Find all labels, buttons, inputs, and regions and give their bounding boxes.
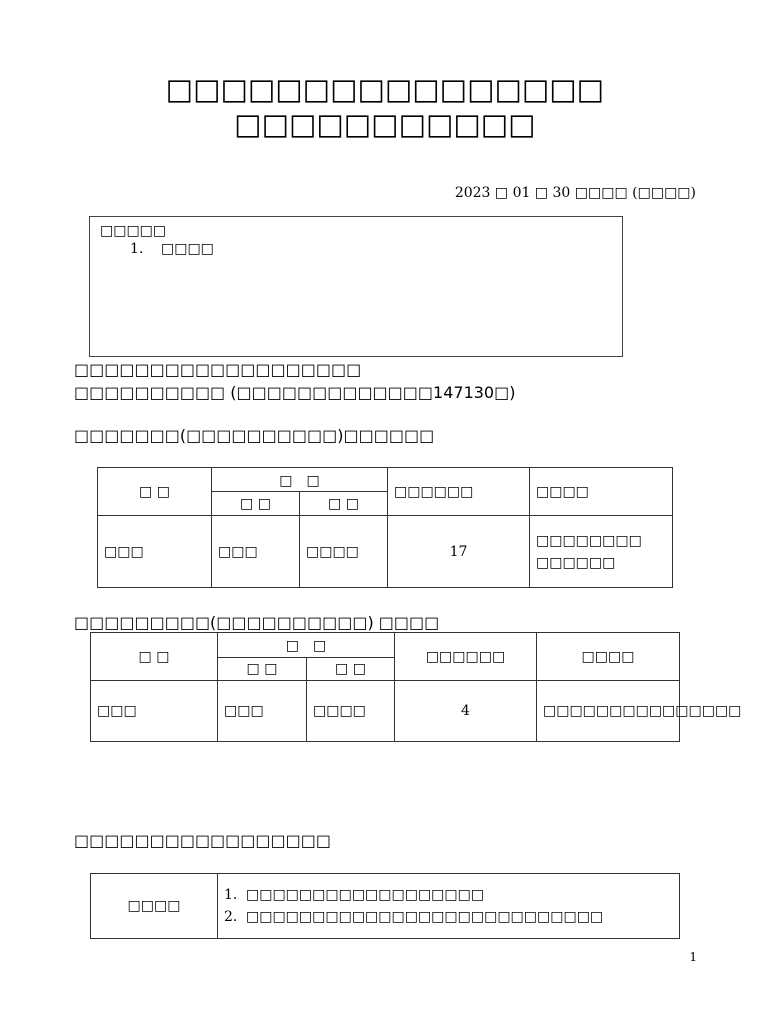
- s1-row-sub2: □□□□: [300, 516, 388, 588]
- s3-note-text: □□□□□□□□□□□□□□□□□□: [246, 887, 485, 903]
- s3-notes-cell: [218, 874, 680, 939]
- s1-header-sub1: □ □: [212, 492, 300, 516]
- agenda-heading: □□□□□: [100, 223, 167, 239]
- section2-heading: □□□□□□□□□(□□□□□□□□□□) □□□□: [74, 613, 440, 632]
- section3-heading: □□□□□□□□□□□□□□□□□: [74, 831, 331, 850]
- s3-note-number: 1.: [224, 887, 238, 903]
- s1-row-note: □□□□□□□□ □□□□□□: [530, 516, 673, 588]
- s2-header-sub1: □ □: [218, 658, 307, 681]
- section1-table: [97, 467, 673, 588]
- list-item: [224, 906, 673, 928]
- section1-heading: □□□□□□□(□□□□□□□□□□)□□□□□□: [74, 426, 435, 445]
- intro-line-2: □□□□□□□□□□ (□□□□□□□□□□□□□147130□): [74, 383, 516, 402]
- table-row: [98, 516, 673, 588]
- meeting-date: 2023 □ 01 □ 30 □□□□ (□□□□): [454, 185, 696, 201]
- agenda-item-text: □□□□: [161, 241, 214, 257]
- s1-header-col1: □ □: [98, 468, 212, 516]
- s3-notes-list: [224, 884, 673, 928]
- s1-header-group: □ □: [212, 468, 388, 492]
- s2-header-sub2: □ □: [307, 658, 395, 681]
- s3-note-text: □□□□□□□□□□□□□□□□□□□□□□□□□□□: [246, 909, 604, 925]
- page-number: 1: [689, 950, 697, 964]
- s1-row-col1: □□□: [98, 516, 212, 588]
- s2-header-group: □ □: [218, 633, 395, 658]
- s3-label: □□□□: [91, 874, 218, 939]
- section2-table: [90, 632, 742, 742]
- s1-row-sub1: □□□: [212, 516, 300, 588]
- table-row: [91, 681, 680, 742]
- section3-table: [90, 873, 680, 939]
- s1-header-sub2: □ □: [300, 492, 388, 516]
- s2-row-note: □□□□□□□□□□□□□□□: [537, 681, 680, 742]
- agenda-box: [89, 216, 623, 357]
- s2-row-sub2: □□□□: [307, 681, 395, 742]
- document-title-line2: □□□□□□□□□□□: [234, 107, 536, 141]
- s3-note-number: 2.: [224, 909, 238, 925]
- s1-header-col3: □□□□□□: [388, 468, 530, 516]
- s2-header-col3: □□□□□□: [395, 633, 537, 681]
- document-title-line1: □□□□□□□□□□□□□□□□: [165, 72, 605, 106]
- s2-row-col1: □□□: [91, 681, 218, 742]
- agenda-item-number: 1.: [130, 241, 144, 257]
- list-item: [224, 884, 673, 906]
- agenda-item: [130, 241, 214, 257]
- s2-header-col1: □ □: [91, 633, 218, 681]
- s2-row-count: 4: [395, 681, 537, 742]
- s2-header-col4: □□□□: [537, 633, 680, 681]
- s2-row-sub1: □□□: [218, 681, 307, 742]
- s1-row-count: 17: [388, 516, 530, 588]
- intro-line-1: □□□□□□□□□□□□□□□□□□□: [74, 360, 362, 379]
- s1-header-col4: □□□□: [530, 468, 673, 516]
